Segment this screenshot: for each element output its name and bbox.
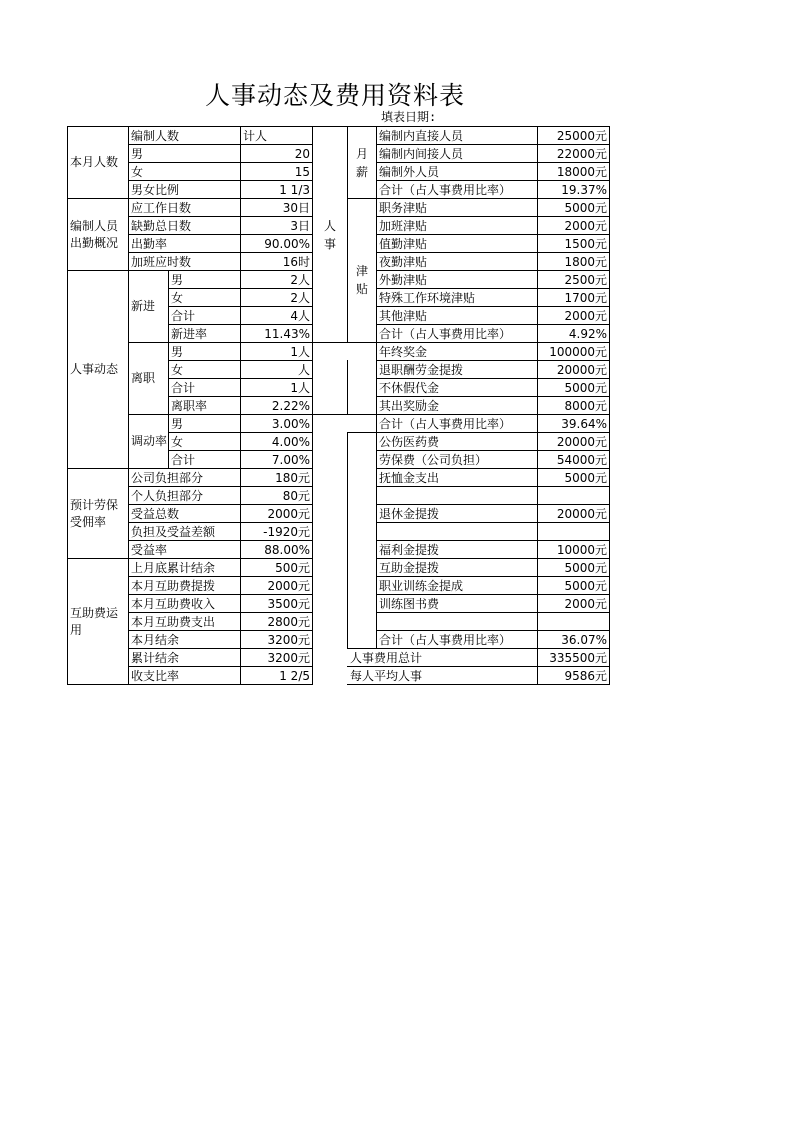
left-row-value: 4.00% <box>271 435 310 449</box>
right-row-label: 其他津贴 <box>379 309 428 323</box>
group-personnel-dynamics: 人事动态 <box>70 362 119 376</box>
left-row-value: 计人 <box>243 129 268 143</box>
left-row-value: 1 2/5 <box>279 669 310 683</box>
right-row-value: 22000元 <box>556 147 607 161</box>
left-row-label: 出勤率 <box>131 237 168 251</box>
right-row-value: 5000元 <box>564 561 607 575</box>
left-row-label: 女 <box>131 165 144 179</box>
left-row-value: 80元 <box>282 489 310 503</box>
left-row-label: 本月结余 <box>131 633 180 647</box>
right-row-label: 特殊工作环境津贴 <box>379 291 476 305</box>
right-row-value: 2000元 <box>564 597 607 611</box>
right-row-value: 10000元 <box>556 543 607 557</box>
label-monthly-salary <box>348 127 376 198</box>
left-row-label: 公司负担部分 <box>131 471 204 485</box>
left-row-label: 合计 <box>171 453 196 467</box>
right-row-value: 54000元 <box>556 453 607 467</box>
right-row-value: 19.37% <box>561 183 607 197</box>
left-row-value: 3500元 <box>267 597 310 611</box>
left-row-value: 3日 <box>290 219 310 233</box>
right-row-value: 2000元 <box>564 309 607 323</box>
left-row-value: 88.00% <box>264 543 310 557</box>
right-row-value: 20000元 <box>556 363 607 377</box>
left-row-value: 7.00% <box>271 453 310 467</box>
left-row-value: 180元 <box>275 471 310 485</box>
right-row-label: 编制外人员 <box>379 165 440 179</box>
left-row-value: 2.22% <box>271 399 310 413</box>
right-row-label: 训练图书费 <box>379 597 440 611</box>
right-row-label: 退休金提拨 <box>379 507 440 521</box>
right-row-label: 加班津贴 <box>379 219 428 233</box>
right-row-value: 18000元 <box>556 165 607 179</box>
right-row-label: 年终奖金 <box>379 345 428 359</box>
right-row-label: 互助金提拨 <box>379 561 440 575</box>
right-row-label: 合计（占人事费用比率） <box>379 183 512 197</box>
left-row-value: 1人 <box>290 381 310 395</box>
left-row-label: 收支比率 <box>131 669 180 683</box>
group-monthly-headcount: 本月人数 <box>70 155 119 169</box>
label-allowance <box>348 253 376 306</box>
group-mutual-aid: 互助费运用 <box>70 605 119 637</box>
left-row-value: 20 <box>294 147 310 161</box>
left-row-label: 男女比例 <box>131 183 180 197</box>
left-row-label: 男 <box>131 147 144 161</box>
left-row-value: 1人 <box>290 345 310 359</box>
left-row-value: 2000元 <box>267 579 310 593</box>
left-row-value: 人 <box>297 363 310 377</box>
right-row-value: 2500元 <box>564 273 607 287</box>
right-row-value: 20000元 <box>556 507 607 521</box>
left-row-value: 30日 <box>282 201 310 215</box>
left-row-value: 11.43% <box>264 327 310 341</box>
group-transfer: 调动率 <box>131 434 168 448</box>
group-resign: 离职 <box>131 371 156 385</box>
left-row-value: 16时 <box>282 255 310 269</box>
right-row-label: 编制内间接人员 <box>379 147 464 161</box>
left-row-label: 受益率 <box>131 543 168 557</box>
left-row-value: 500元 <box>275 561 310 575</box>
right-row-label: 职业训练金提成 <box>379 579 464 593</box>
right-row-value: 36.07% <box>561 633 607 647</box>
right-row-value: 5000元 <box>564 381 607 395</box>
left-row-label: 合计 <box>171 381 196 395</box>
left-row-label: 应工作日数 <box>131 201 192 215</box>
right-row-value <box>538 523 609 540</box>
left-row-label: 男 <box>171 417 184 431</box>
right-row-label: 合计（占人事费用比率） <box>379 417 512 431</box>
right-row-label: 公伤医药费 <box>379 435 440 449</box>
left-row-label: 编制人数 <box>131 129 180 143</box>
left-row-label: 女 <box>171 435 184 449</box>
right-row-value: 8000元 <box>564 399 607 413</box>
right-row-value: 25000元 <box>556 129 607 143</box>
right-row-value: 5000元 <box>564 201 607 215</box>
label-personnel <box>313 199 347 270</box>
left-row-value: 3.00% <box>271 417 310 431</box>
right-row-label: 外勤津贴 <box>379 273 428 287</box>
left-row-value: 4人 <box>290 309 310 323</box>
right-row-label <box>377 487 537 504</box>
left-row-label: 缺勤总日数 <box>131 219 192 233</box>
left-row-value: 2000元 <box>267 507 310 521</box>
right-row-label: 其出奖励金 <box>379 399 440 413</box>
right-row-label: 夜勤津贴 <box>379 255 428 269</box>
left-row-label: 本月互助费支出 <box>131 615 216 629</box>
left-row-value: 2800元 <box>267 615 310 629</box>
label-personnel-text: 人事 <box>323 218 336 251</box>
right-row-label <box>377 523 537 540</box>
right-row-value: 1800元 <box>564 255 607 269</box>
left-row-value: 90.00% <box>264 237 310 251</box>
right-row-value: 5000元 <box>564 579 607 593</box>
left-row-label: 累计结余 <box>131 651 180 665</box>
label-allowance-text: 津贴 <box>355 263 368 296</box>
group-insurance: 预计劳保受佣率 <box>70 497 119 529</box>
left-row-label: 男 <box>171 273 184 287</box>
right-row-value: 5000元 <box>564 471 607 485</box>
left-row-value: 2人 <box>290 291 310 305</box>
right-row-label: 值勤津贴 <box>379 237 428 251</box>
right-row-label: 合计（占人事费用比率） <box>379 633 512 647</box>
right-row-value: 1700元 <box>564 291 607 305</box>
right-row-value: 100000元 <box>549 345 607 359</box>
right-row-label: 退职酬劳金提拨 <box>379 363 464 377</box>
left-row-label: 合计 <box>171 309 196 323</box>
right-row-label: 不休假代金 <box>379 381 440 395</box>
left-row-label: 女 <box>171 363 184 377</box>
right-row-value: 1500元 <box>564 237 607 251</box>
left-row-value: 2人 <box>290 273 310 287</box>
left-row-label: 受益总数 <box>131 507 180 521</box>
fill-date-label: 填表日期: <box>381 110 437 124</box>
left-row-label: 负担及受益差额 <box>131 525 216 539</box>
right-row-value <box>538 487 609 504</box>
left-row-value: 3200元 <box>267 651 310 665</box>
right-row-label: 合计（占人事费用比率） <box>379 327 512 341</box>
right-row-label: 福利金提拨 <box>379 543 440 557</box>
right-row-label: 抚恤金支出 <box>379 471 440 485</box>
right-row-value: 4.92% <box>568 327 607 341</box>
left-row-value: 15 <box>294 165 310 179</box>
left-row-value: 3200元 <box>267 633 310 647</box>
page-title: 人事动态及费用资料表 <box>205 81 466 110</box>
right-row-label: 编制内直接人员 <box>379 129 464 143</box>
left-row-label: 个人负担部分 <box>131 489 204 503</box>
right-row-label: 人事费用总计 <box>350 651 423 665</box>
right-row-value <box>538 613 609 630</box>
right-row-label: 每人平均人事 <box>350 669 423 683</box>
right-row-value: 335500元 <box>549 651 607 665</box>
label-monthly-salary-text: 月薪 <box>355 146 368 179</box>
right-row-value: 39.64% <box>561 417 607 431</box>
right-row-label <box>377 613 537 630</box>
left-row-label: 上月底累计结余 <box>131 561 216 575</box>
right-row-label: 职务津贴 <box>379 201 428 215</box>
left-row-label: 女 <box>171 291 184 305</box>
right-row-value: 9586元 <box>564 669 607 683</box>
left-row-value: 1 1/3 <box>279 183 310 197</box>
right-row-value: 20000元 <box>556 435 607 449</box>
group-attendance: 编制人员出勤概况 <box>70 218 119 250</box>
group-new-hire: 新进 <box>131 299 156 313</box>
right-row-value: 2000元 <box>564 219 607 233</box>
left-row-label: 男 <box>171 345 184 359</box>
left-row-value: -1920元 <box>263 525 310 539</box>
left-row-label: 本月互助费收入 <box>131 597 216 611</box>
left-row-label: 新进率 <box>171 327 208 341</box>
left-row-label: 加班应时数 <box>131 255 192 269</box>
left-row-label: 本月互助费提拨 <box>131 579 216 593</box>
right-row-label: 劳保费（公司负担） <box>379 453 488 467</box>
left-row-label: 离职率 <box>171 399 208 413</box>
